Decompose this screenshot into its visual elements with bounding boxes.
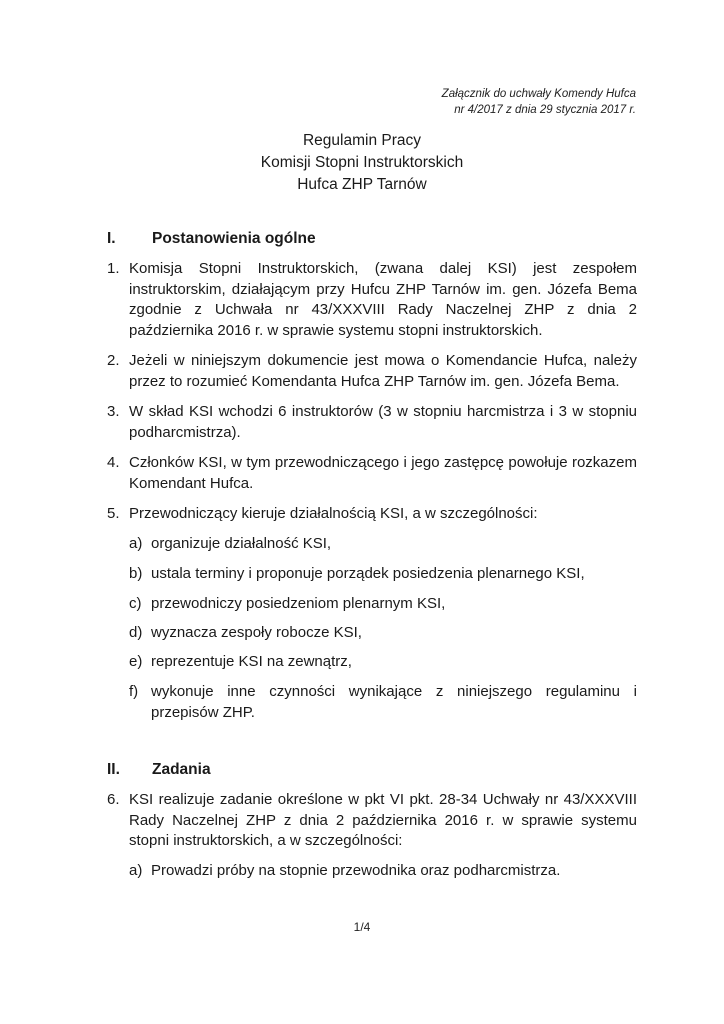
- item-text: Jeżeli w niniejszym dokumencie jest mowa o Komendancie Hufca, należy przez to rozumieć Komendanta Hufca ZHP Tarnów im. gen. Józefa Bema.: [129, 352, 637, 390]
- section-number: II.: [107, 761, 120, 778]
- section-number: I.: [107, 230, 116, 247]
- section-heading-1: [107, 230, 316, 248]
- list-item: [107, 790, 637, 852]
- section-title: Postanowienia ogólne: [152, 230, 316, 247]
- annex-note: [442, 86, 636, 118]
- item-text: Członków KSI, w tym przewodniczącego i jego zastępcę powołuje rozkazem Komendant Hufca.: [129, 454, 637, 492]
- sub-item-letter: c): [129, 595, 142, 612]
- list-item: [107, 259, 637, 341]
- section-heading-2: [107, 761, 211, 779]
- sub-item-letter: e): [129, 653, 143, 670]
- sub-list-item: [129, 534, 637, 555]
- title-line-2: Komisji Stopni Instruktorskich: [260, 154, 464, 171]
- annex-line-2: nr 4/2017 z dnia 29 stycznia 2017 r.: [454, 104, 636, 116]
- item-number: 2.: [107, 352, 120, 369]
- list-item: [107, 351, 637, 392]
- list-item: [107, 453, 637, 494]
- list-item: [107, 504, 637, 525]
- sub-item-letter: b): [129, 565, 143, 582]
- document-title: [0, 130, 724, 196]
- item-text: W skład KSI wchodzi 6 instruktorów (3 w stopniu harcmistrza i 3 w stopniu podharcmistrza).: [129, 403, 637, 441]
- item-text: Komisja Stopni Instruktorskich, (zwana dalej KSI) jest zespołem instruktorskim, działającym przy Hufcu ZHP Tarnów im. gen. Józefa Bema zgodnie z Uchwała nr 43/XXXVIII Rady Naczelnej ZHP z dnia 2 października 2016 r. w sprawie systemu stopni instruktorskich.: [129, 260, 637, 339]
- sub-item-letter: a): [129, 862, 143, 879]
- sub-item-letter: a): [129, 535, 143, 552]
- sub-item-text: reprezentuje KSI na zewnątrz,: [151, 653, 352, 670]
- sub-item-letter: d): [129, 624, 143, 641]
- title-line-1: Regulamin Pracy: [302, 132, 422, 149]
- sub-list-item: [129, 623, 637, 644]
- section-title: Zadania: [152, 761, 211, 778]
- item-number: 4.: [107, 454, 120, 471]
- sub-item-text: Prowadzi próby na stopnie przewodnika oraz podharcmistrza.: [151, 862, 561, 879]
- item-number: 5.: [107, 505, 120, 522]
- sub-item-text: wyznacza zespoły robocze KSI,: [151, 624, 362, 641]
- sub-list-item: [129, 594, 637, 615]
- item-number: 1.: [107, 260, 120, 277]
- list-item: [107, 402, 637, 443]
- item-number: 6.: [107, 791, 120, 808]
- title-line-3: Hufca ZHP Tarnów: [297, 176, 427, 193]
- sub-item-text: organizuje działalność KSI,: [151, 535, 332, 552]
- item-text: Przewodniczący kieruje działalnością KSI, a w szczególności:: [129, 505, 538, 522]
- page-number: 1/4: [353, 920, 371, 934]
- sub-list-item: [129, 564, 637, 585]
- sub-item-text: wykonuje inne czynności wynikające z niniejszego regulaminu i przepisów ZHP.: [151, 683, 637, 721]
- sub-list-item: [129, 861, 637, 882]
- sub-list-item: [129, 682, 637, 723]
- sub-item-text: przewodniczy posiedzeniom plenarnym KSI,: [151, 595, 446, 612]
- annex-line-1: Załącznik do uchwały Komendy Hufca: [441, 88, 636, 100]
- sub-item-text: ustala terminy i proponuje porządek posiedzenia plenarnego KSI,: [151, 565, 585, 582]
- sub-list-item: [129, 652, 637, 673]
- item-text: KSI realizuje zadanie określone w pkt VI pkt. 28-34 Uchwały nr 43/XXXVIII Rady Naczelnej ZHP z dnia 2 października 2016 r. w sprawie systemu stopni instruktorskich, a w szczególności:: [129, 791, 637, 849]
- sub-item-letter: f): [129, 683, 139, 700]
- item-number: 3.: [107, 403, 120, 420]
